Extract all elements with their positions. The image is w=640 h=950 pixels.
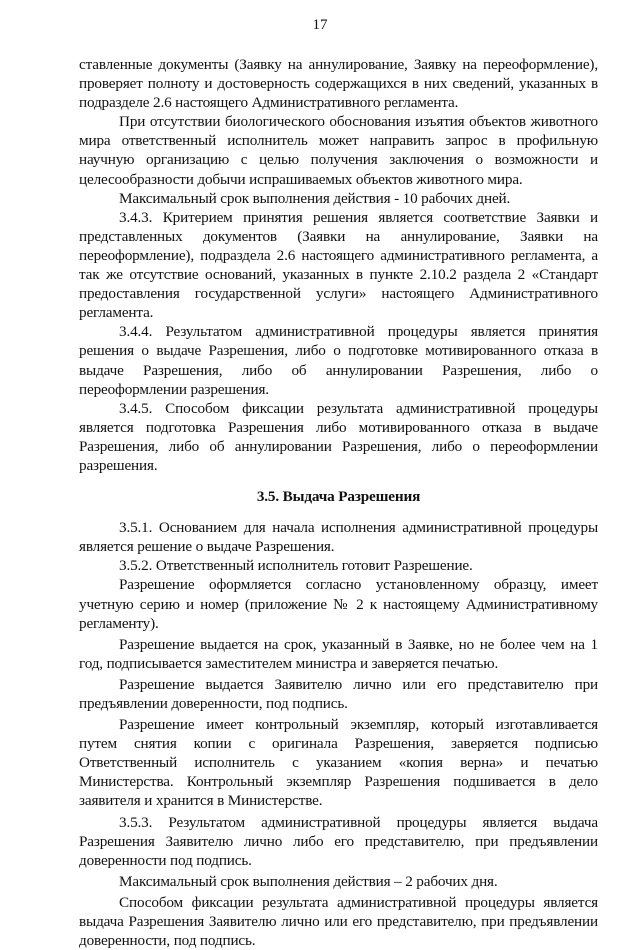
paragraph-3-5-3: 3.5.3. Результатом административной процедуры является выдача Разрешения Заявителю лично либо его представителю, при предъявлении доверенности под подпись.: [79, 813, 598, 869]
paragraph-fixation-method: Способом фиксации результата административной процедуры является выдача Разрешения Заявителю лично или его представителю, при предъявлении доверенности, под подпись.: [79, 893, 598, 950]
page-number: 17: [312, 17, 328, 33]
paragraph-3-4-3: 3.4.3. Критерием принятия решения является соответствие Заявки и представленных документов (Заявки на аннулирование, Заявки на переоформление), подраздела 2.6 настоящего административного регламента, а так же отсутствие оснований, указанных в пункте 2.10.2 раздела 2 «Стандарт предоставления государственной услуги» настоящего Административного регламента.: [79, 208, 598, 322]
paragraph-3-5-2: 3.5.2. Ответственный исполнитель готовит Разрешение.: [119, 557, 473, 575]
paragraph-control-copy: Разрешение имеет контрольный экземпляр, который изготавливается путем снятия копии с оригинала Разрешения, заверяется подписью Ответственный исполнитель с указанием «копия верна» и печатью Министерства. Контрольный экземпляр Разрешения подшивается в дело заявителя и хранится в Министерстве.: [79, 716, 598, 810]
paragraph-max-term-2-days: Максимальный срок выполнения действия – 2 рабочих дня.: [119, 872, 498, 890]
paragraph-continuation: ставленные документы (Заявку на аннулирование, Заявку на переоформление), проверяет полноту и достоверность содержащихся в них сведений, указанных в подразделе 2.6 настоящего Административного регламента.: [79, 56, 598, 112]
paragraph-3-5-1: 3.5.1. Основанием для начала исполнения административной процедуры является решение о выдаче Разрешения.: [79, 519, 598, 556]
paragraph-3-4-4: 3.4.4. Результатом административной процедуры является принятия решения о выдаче Разрешения, либо о подготовке мотивированного отказа в выдаче Разрешения, либо об аннулировании Разрешения, либо о переоформлении разрешения.: [79, 323, 598, 398]
document-body: [79, 55, 598, 950]
paragraph-permit-form: Разрешение оформляется согласно установленному образцу, имеет учетную серию и номер (приложение № 2 к настоящему Административному регламенту).: [79, 576, 598, 632]
paragraph-permit-issue: Разрешение выдается Заявителю лично или его представителю при предъявлении доверенности, под подпись.: [79, 675, 598, 712]
paragraph-max-term-10-days: Максимальный срок выполнения действия - 10 рабочих дней.: [119, 189, 511, 207]
paragraph-3-4-5: 3.4.5. Способом фиксации результата административной процедуры является подготовка Разрешения либо мотивированного отказа в выдаче Разрешения, либо об аннулировании Разрешения, либо о переоформлении разрешения.: [79, 399, 598, 474]
section-heading-3-5: 3.5. Выдача Разрешения: [256, 488, 421, 506]
paragraph-permit-term: Разрешение выдается на срок, указанный в Заявке, но не более чем на 1 год, подписывается заместителем министра и заверяется печатью.: [79, 635, 598, 672]
paragraph-biological-justification: При отсутствии биологического обоснования изъятия объектов животного мира ответственный исполнитель может направить запрос в профильную научную организацию с целью получения заключения о возможности и целесообразности добычи испрашиваемых объектов животного мира.: [79, 113, 598, 188]
